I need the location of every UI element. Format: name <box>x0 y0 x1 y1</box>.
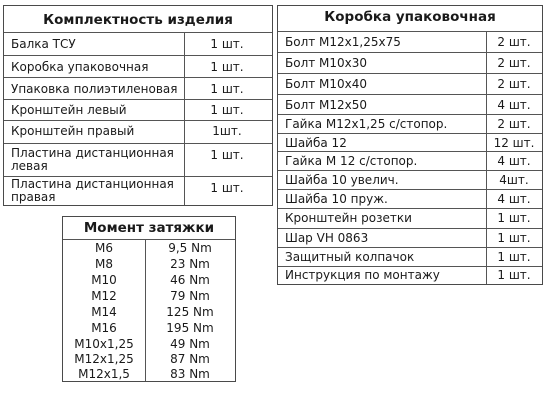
completeness-table <box>3 5 273 206</box>
thread-size: M12 <box>91 289 117 303</box>
row-divider <box>278 189 542 190</box>
torque-value: 23 Nm <box>170 257 210 271</box>
item-name: Болт M10x30 <box>285 56 368 70</box>
item-qty: 1 шт. <box>210 60 244 74</box>
row-divider <box>278 208 542 209</box>
item-qty: 2 шт. <box>497 56 531 70</box>
item-name: Гайка M 12 с/стопор. <box>285 154 418 168</box>
item-qty: 4 шт. <box>497 192 531 206</box>
thread-size: M12x1,5 <box>78 367 130 381</box>
item-qty: 1 шт. <box>210 148 244 162</box>
packing-box-title: Коробка упаковочная <box>324 9 496 25</box>
item-name: Шайба 12 <box>285 136 347 150</box>
header-divider <box>278 31 542 32</box>
torque-value: 79 Nm <box>170 289 210 303</box>
item-name: Кронштейн левый <box>11 103 127 117</box>
item-qty: 1 шт. <box>497 231 531 245</box>
row-divider <box>278 52 542 53</box>
thread-size: M10 <box>91 273 117 287</box>
item-name: Шайба 10 пруж. <box>285 192 388 206</box>
item-qty: 12 шт. <box>493 136 535 150</box>
row-divider <box>4 55 272 56</box>
item-name: Кронштейн розетки <box>285 211 412 225</box>
torque-table <box>62 216 236 382</box>
item-qty: 1 шт. <box>497 268 531 282</box>
row-divider <box>278 228 542 229</box>
item-name: Инструкция по монтажу <box>285 268 440 282</box>
item-qty: 2 шт. <box>497 117 531 131</box>
column-divider <box>184 33 185 205</box>
thread-size: M8 <box>95 257 113 271</box>
torque-title: Момент затяжки <box>83 220 215 236</box>
torque-value: 83 Nm <box>170 367 210 381</box>
item-qty: 1 шт. <box>210 181 244 195</box>
item-qty: 4 шт. <box>497 98 531 112</box>
torque-value: 195 Nm <box>166 321 214 335</box>
item-name: Балка ТСУ <box>11 37 76 51</box>
packing-box-table <box>277 5 543 285</box>
row-divider <box>278 170 542 171</box>
torque-value: 49 Nm <box>170 337 210 351</box>
item-name: Шайба 10 увелич. <box>285 173 399 187</box>
thread-size: M10x1,25 <box>74 337 134 351</box>
torque-value: 9,5 Nm <box>168 241 212 255</box>
item-name: Защитный колпачок <box>285 250 415 264</box>
item-name: Болт M10x40 <box>285 77 368 91</box>
item-name: Болт M12x1,25x75 <box>285 35 401 49</box>
item-qty: 1 шт. <box>497 250 531 264</box>
item-qty: 1шт. <box>212 124 242 138</box>
row-divider <box>278 133 542 134</box>
item-name: Болт M12x50 <box>285 98 368 112</box>
item-qty: 1 шт. <box>497 211 531 225</box>
thread-size: M6 <box>95 241 113 255</box>
completeness-title: Комплектность изделия <box>43 12 233 28</box>
row-divider <box>278 73 542 74</box>
thread-size: M14 <box>91 305 117 319</box>
row-divider <box>4 99 272 100</box>
thread-size: M12x1,25 <box>74 352 134 366</box>
item-qty: 4шт. <box>499 173 529 187</box>
row-divider <box>278 94 542 95</box>
item-name: Пластина дистанционная левая <box>11 146 174 173</box>
row-divider <box>278 247 542 248</box>
torque-value: 87 Nm <box>170 352 210 366</box>
row-divider <box>4 120 272 121</box>
torque-value: 125 Nm <box>166 305 214 319</box>
item-name: Пластина дистанционная правая <box>11 177 174 204</box>
thread-size: M16 <box>91 321 117 335</box>
item-qty: 2 шт. <box>497 77 531 91</box>
item-name: Шар VH 0863 <box>285 231 369 245</box>
header-divider <box>4 32 272 33</box>
item-name: Коробка упаковочная <box>11 60 149 74</box>
row-divider <box>278 151 542 152</box>
item-name: Кронштейн правый <box>11 124 135 138</box>
torque-value: 46 Nm <box>170 273 210 287</box>
item-qty: 1 шт. <box>210 103 244 117</box>
item-qty: 2 шт. <box>497 35 531 49</box>
row-divider <box>4 143 272 144</box>
row-divider <box>278 266 542 267</box>
column-divider <box>145 240 146 381</box>
header-divider <box>63 239 235 240</box>
row-divider <box>4 77 272 78</box>
item-name: Гайка M12x1,25 с/стопор. <box>285 117 448 131</box>
row-divider <box>278 114 542 115</box>
item-name: Упаковка полиэтиленовая <box>11 82 178 96</box>
item-qty: 1 шт. <box>210 37 244 51</box>
item-qty: 1 шт. <box>210 82 244 96</box>
item-qty: 4 шт. <box>497 154 531 168</box>
